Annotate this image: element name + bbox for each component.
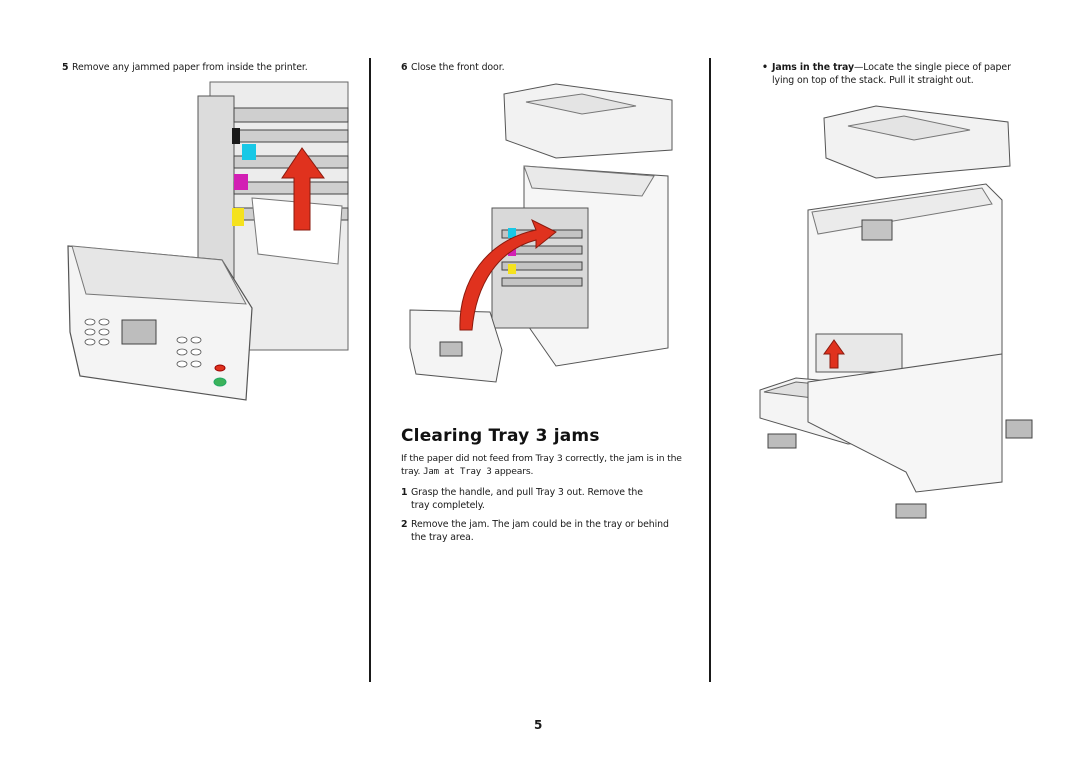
- bullet-icon: •: [762, 62, 768, 73]
- step-text: Close the front door.: [411, 62, 505, 73]
- intro-text: If the paper did not feed from Tray 3 correctly, the jam is in the tray.: [401, 453, 682, 477]
- step-number: 5: [62, 62, 69, 73]
- bullet-body: —Locate the single piece of paper lying on top of the stack. Pull it straight out.: [772, 62, 1011, 86]
- step-number: 1: [401, 487, 408, 498]
- page-number: 5: [534, 718, 543, 732]
- stop-button-icon: [215, 365, 225, 371]
- printer-close-door-illustration: [406, 80, 676, 384]
- black-cartridge: [232, 128, 240, 144]
- step-number: 2: [401, 519, 408, 530]
- printer-tray3-illustration: [756, 92, 1038, 524]
- bullet-text: [772, 61, 1028, 87]
- bullet-label: Jams in the tray: [772, 62, 855, 73]
- error-message-code: Jam at Tray 3: [423, 467, 492, 477]
- column-divider-left: [369, 58, 371, 682]
- step-number: 6: [401, 62, 408, 73]
- step-text: Remove the jam. The jam could be in the tray or behind the tray area.: [411, 519, 669, 543]
- section-title: Clearing Tray 3 jams: [401, 426, 600, 446]
- printer-open-interior-illustration: [62, 78, 350, 408]
- magenta-cartridge: [234, 174, 248, 190]
- control-panel-display: [122, 320, 156, 344]
- intro-text-end: appears.: [491, 466, 534, 477]
- start-button-icon: [214, 378, 226, 386]
- step-text: Remove any jammed paper from inside the printer.: [72, 62, 308, 73]
- column-divider-right: [709, 58, 711, 682]
- yellow-cartridge: [232, 208, 244, 226]
- step-text: Grasp the handle, and pull Tray 3 out. Remove the tray completely.: [411, 487, 643, 511]
- intro-paragraph: [401, 452, 691, 479]
- cyan-cartridge: [242, 144, 256, 160]
